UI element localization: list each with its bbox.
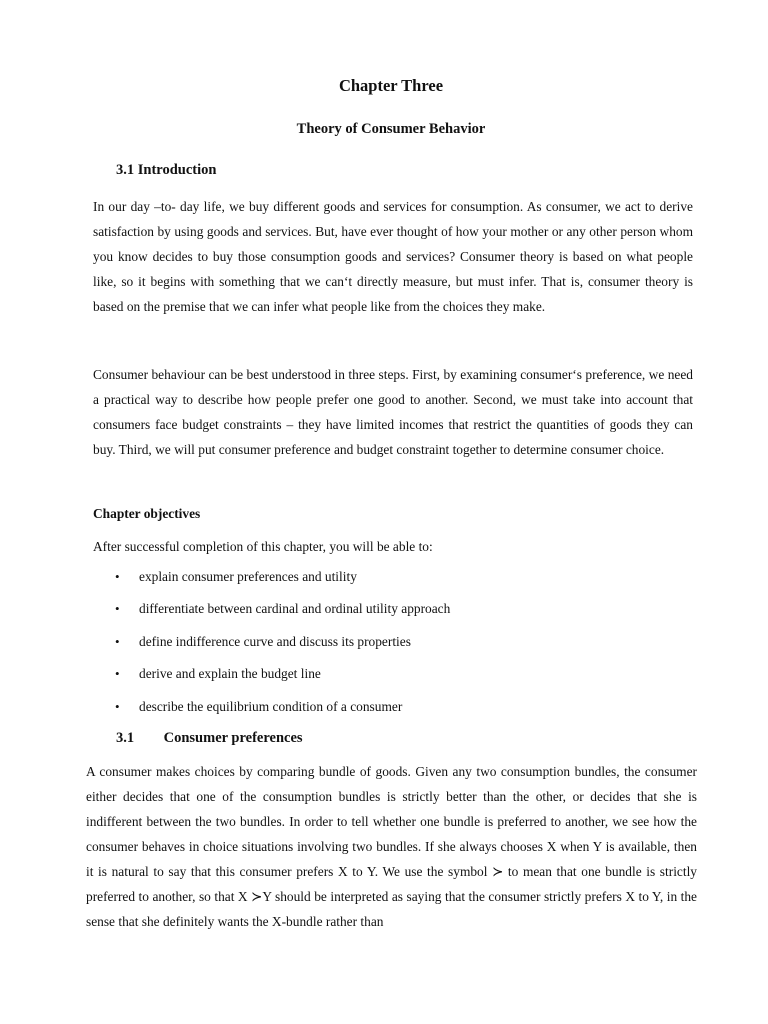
objective-text: differentiate between cardinal and ordinal utility approach	[139, 601, 451, 617]
preferences-heading-title: Consumer preferences	[163, 730, 303, 746]
preferences-paragraph: A consumer makes choices by comparing bundle of goods. Given any two consumption bundles, the consumer either decides that one of the consumption bundles is strictly better than the other, or decides that she is indifferent between the two bundles. In order to tell whether one bundle is preferred to another, we see how the consumer behaves in choice situations involving two bundles. If she always chooses X when Y is available, then it is natural to say that this consumer prefers X to Y. We use the symbol ≻ to mean that one bundle is strictly preferred to another, so that X ≻Y should be interpreted as saying that the consumer strictly prefers X to Y, in the sense that she definitely wants the X-bundle rather than	[86, 764, 697, 929]
list-item	[93, 597, 693, 629]
bullet-icon: •	[115, 698, 120, 714]
bullet-icon: •	[115, 569, 120, 584]
objectives-heading: Chapter objectives	[93, 506, 201, 521]
preferences-heading	[116, 730, 303, 747]
preferences-heading-number: 3.1	[116, 730, 135, 746]
intro-paragraph-2: Consumer behaviour can be best understood in three steps. First, by examining consumer‘s preference, we need a practical way to describe how people prefer one good to another. Second, we must take into account that consumers face budget constraints – they have limited incomes that restrict the quantities of goods they can buy. Third, we will put consumer preference and budget constraint together to determine consumer choice.	[93, 367, 693, 457]
list-item	[93, 630, 693, 662]
list-item	[93, 695, 693, 727]
intro-heading: 3.1 Introduction	[116, 162, 217, 178]
section-title: Theory of Consumer Behavior	[296, 121, 486, 137]
bullet-icon: •	[115, 633, 120, 649]
objectives-list	[93, 565, 693, 727]
objective-text: explain consumer preferences and utility	[139, 569, 357, 584]
list-item	[93, 565, 693, 597]
objective-text: derive and explain the budget line	[139, 666, 321, 682]
bullet-icon: •	[115, 601, 120, 617]
objective-text: describe the equilibrium condition of a consumer	[139, 698, 403, 714]
bullet-icon: •	[115, 666, 120, 682]
chapter-title: Chapter Three	[338, 76, 444, 95]
intro-paragraph-1: In our day –to- day life, we buy different goods and services for consumption. As consumer, we act to derive satisfaction by using goods and services. But, have ever thought of how your mother or any other person whom you know decides to buy those consumption goods and services? Consumer theory is based on what people like, so it begins with something that we can‘t directly measure, but must infer. That is, consumer theory is based on the premise that we can infer what people like from the choices they make.	[93, 199, 693, 314]
list-item	[93, 662, 693, 694]
objectives-intro: After successful completion of this chapter, you will be able to:	[93, 539, 433, 554]
objective-text: define indifference curve and discuss its properties	[139, 633, 411, 649]
